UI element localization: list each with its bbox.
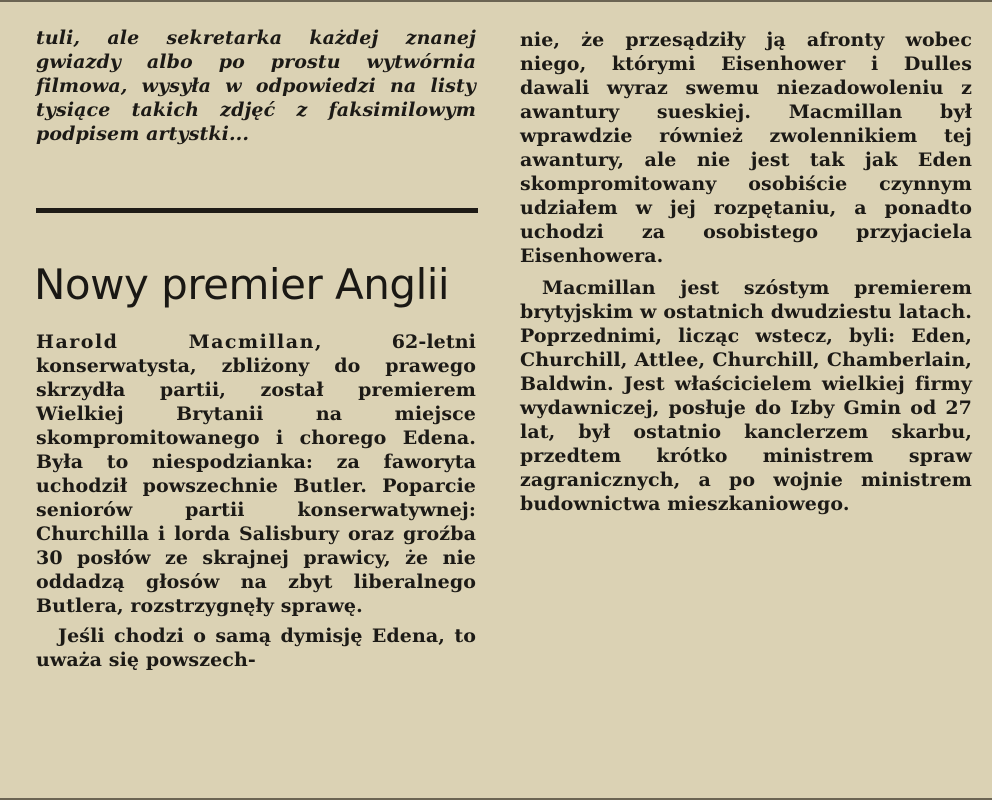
article-paragraph-2-start: Jeśli chodzi o samą dymisję Edena, to uważa się powszech- [36, 625, 476, 671]
intro-fragment: tuli, ale sekretarka każdej znanej gwiazdy albo po prostu wytwórnia filmowa, wysyła w odpowiedzi na listy tysiące takich zdjęć z faksimilowym podpisem artystki... [36, 27, 476, 145]
article-paragraph-2-continued: nie, że przesądziły ją afronty wobec niego, którymi Eisenhower i Dulles dawali wyraz swemu niezadowoleniu z awantury sueskiej. Macmillan był wprawdzie również zwolennikiem tej awantury, ale nie jest tak jak Eden skompromitowany osobiście czynnym udziałem w jej rozpętaniu, a ponadto uchodzi za osobistego przyjaciela Eisenhowera. [520, 29, 972, 267]
article-paragraph-1 [36, 330, 476, 618]
section-divider [36, 208, 478, 213]
paragraph-1-text: 62-letni konserwatysta, zbliżony do prawego skrzydła partii, został premierem Wielkiej Brytanii na miejsce skompromitowanego i chorego Edena. Była to niespodzianka: za faworyta uchodził powszechnie Butler. Poparcie seniorów partii konserwatywnej: Churchilla i lorda Salisbury oraz groźba 30 posłów ze skrajnej prawicy, że nie oddadzą głosów na zbyt liberalnego Butlera, rozstrzygnęły sprawę. [36, 331, 476, 617]
article-headline: Nowy premier Anglii [34, 260, 450, 309]
lead-name: Harold Macmillan, [36, 331, 323, 353]
article-body-right [520, 28, 972, 516]
article-body-left [36, 330, 476, 672]
article-paragraph-3: Macmillan jest szóstym premierem brytyjskim w ostatnich dwudziestu latach. Poprzednimi, licząc wstecz, byli: Eden, Churchill, Attlee, Churchill, Chamberlain, Baldwin. Jest właścicielem wielkiej firmy wydawniczej, posłuje do Izby Gmin od 27 lat, był ostatnio kanclerzem skarbu, przedtem krótko ministrem spraw zagranicznych, a po wojnie ministrem budownictwa mieszkaniowego. [520, 277, 972, 515]
